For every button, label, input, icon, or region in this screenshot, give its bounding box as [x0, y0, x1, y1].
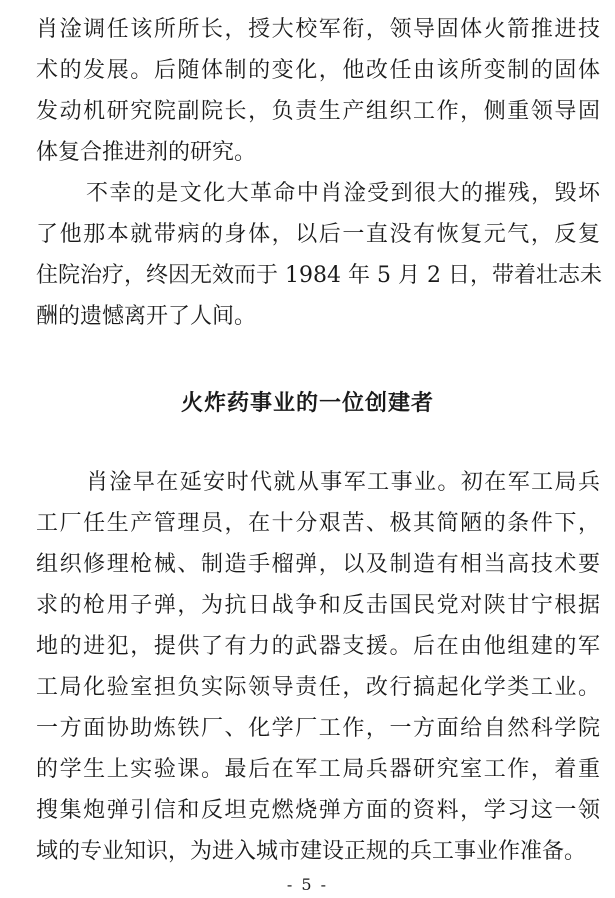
- text-line: 肖淦早在延安时代就从事军工事业。初在军工局兵: [86, 470, 600, 495]
- text-line: 酬的遗憾离开了人间。: [36, 304, 257, 329]
- text-line: 域的专业知识，为进入城市建设正规的兵工事业作准备。: [36, 839, 587, 864]
- text-line: 发动机研究院副院长，负责生产组织工作，侧重领导固: [36, 99, 600, 124]
- section-heading: 火炸药事业的一位创建者: [180, 390, 434, 416]
- text-line: 地的进犯，提供了有力的武器支援。后在由他组建的军: [36, 634, 600, 659]
- text-line: 工厂任生产管理员，在十分艰苦、极其简陋的条件下，: [36, 511, 600, 536]
- text-line: 住院治疗，终因无效而于 1984 年 5 月 2 日，带着壮志未: [36, 263, 602, 288]
- paragraph-section-body: [36, 462, 600, 872]
- text-line: 一方面协助炼铁厂、化学厂工作，一方面给自然科学院: [36, 716, 600, 741]
- paragraph-continuation: [36, 9, 600, 173]
- paragraph-misfortune: [36, 173, 600, 337]
- text-line: 了他那本就带病的身体，以后一直没有恢复元气，反复: [36, 222, 600, 247]
- text-line: 术的发展。后随体制的变化，他改任由该所变制的固体: [36, 58, 600, 83]
- text-line: 体复合推进剂的研究。: [36, 140, 257, 165]
- text-line: 求的枪用子弹，为抗日战争和反击国民党对陕甘宁根据: [36, 593, 600, 618]
- text-line: 的学生上实验课。最后在军工局兵器研究室工作，着重: [36, 757, 600, 782]
- text-line: 工局化验室担负实际领导责任，改行搞起化学类工业。: [36, 675, 600, 700]
- page-number: - 5 -: [286, 875, 329, 894]
- text-line: 肖淦调任该所所长，授大校军衔，领导固体火箭推进技: [36, 17, 600, 42]
- text-line: 搜集炮弹引信和反坦克燃烧弹方面的资料，学习这一领: [36, 798, 600, 823]
- text-line: 不幸的是文化大革命中肖淦受到很大的摧残，毁坏: [86, 181, 600, 206]
- text-line: 组织修理枪械、制造手榴弹，以及制造有相当高技术要: [36, 552, 600, 577]
